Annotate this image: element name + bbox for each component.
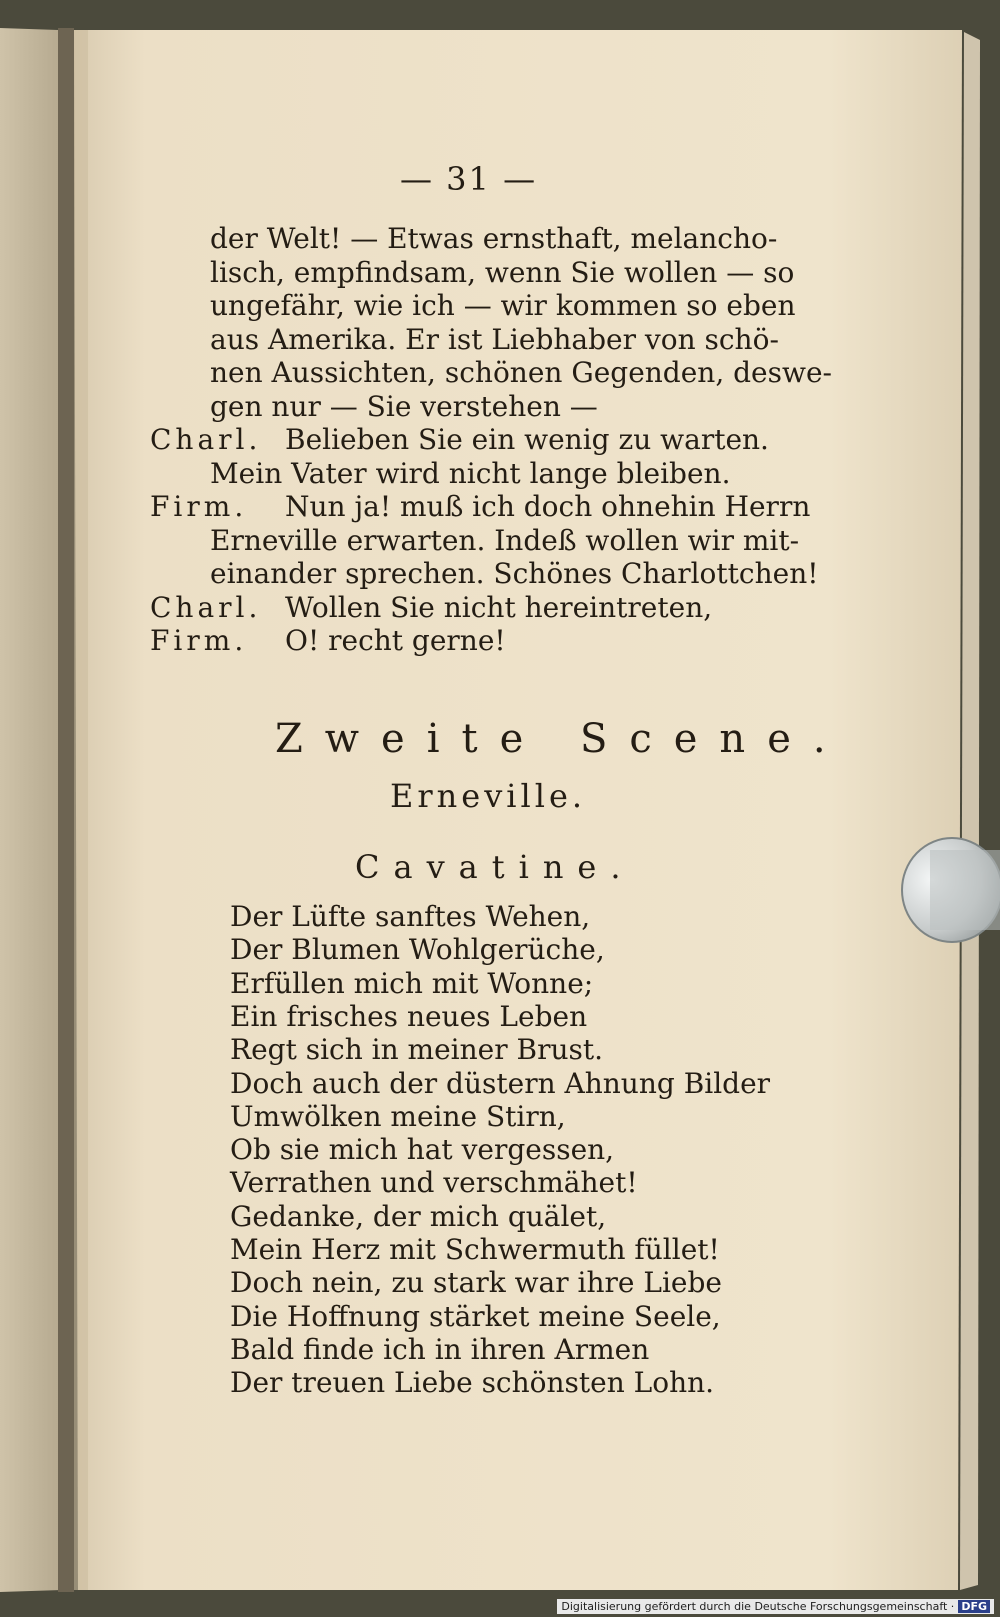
verse-line: Der Lüfte sanftes Wehen,	[230, 900, 591, 933]
verse-line: Der treuen Liebe schönsten Lohn.	[230, 1366, 715, 1400]
dialogue-line: O! recht gerne!	[285, 624, 506, 657]
verse-line: Ein frisches neues Leben	[230, 999, 588, 1033]
dialogue-line: Erneville erwarten. Indeß wollen wir mit-	[210, 523, 800, 557]
footer-text: Digitalisierung gefördert durch die Deutsche Forschungsgemeinschaft ·	[561, 1600, 955, 1613]
dialogue-line: Mein Vater wird nicht lange bleiben.	[210, 456, 731, 490]
dialogue-line: gen nur — Sie verstehen —	[210, 389, 598, 423]
verse-line: Umwölken meine Stirn,	[230, 1099, 566, 1133]
verse-line: Doch nein, zu stark war ihre Liebe	[230, 1266, 722, 1300]
song-title: Cavatine.	[355, 848, 635, 886]
verse-line: Regt sich in meiner Brust.	[230, 1033, 604, 1067]
verse-line: Mein Herz mit Schwermuth füllet!	[230, 1233, 720, 1266]
speaker-label: Charl.	[150, 423, 262, 456]
speaker-label: Firm.	[150, 490, 248, 523]
verse-line: Verrathen und verschmähet!	[230, 1166, 638, 1200]
character-name: Erneville.	[390, 777, 587, 815]
dialogue-line: Belieben Sie ein wenig zu warten.	[285, 423, 769, 456]
dfg-logo: DFG	[958, 1600, 990, 1613]
page-number: — 31 —	[400, 160, 538, 198]
dialogue-line: der Welt! — Etwas ernsthaft, melancho-	[210, 222, 778, 255]
verse-line: Doch auch der düstern Ahnung Bilder	[230, 1066, 771, 1100]
page-clip	[902, 838, 1000, 942]
verse-line: Ob sie mich hat vergessen,	[230, 1133, 615, 1167]
verse-line: Der Blumen Wohlgerüche,	[230, 933, 605, 967]
speaker-label: Charl.	[150, 590, 262, 624]
dialogue-line: nen Aussichten, schönen Gegenden, deswe-	[210, 356, 832, 389]
scene-title: Zweite Scene.	[275, 716, 848, 762]
dialogue-line: aus Amerika. Er ist Liebhaber von schö-	[210, 322, 779, 356]
verse-line: Erfüllen mich mit Wonne;	[230, 966, 594, 1000]
digitization-footer	[557, 1599, 994, 1614]
verse-line: Gedanke, der mich quälet,	[230, 1199, 607, 1233]
dialogue-line: lisch, empfindsam, wenn Sie wollen — so	[210, 255, 795, 289]
verse-line: Die Hoffnung stärket meine Seele,	[230, 1299, 721, 1333]
dialogue-line: einander sprechen. Schönes Charlottchen!	[210, 557, 819, 590]
dialogue-line: ungefähr, wie ich — wir kommen so eben	[210, 289, 796, 322]
left-page-edge	[0, 28, 62, 1592]
dialogue-line: Wollen Sie nicht hereintreten,	[285, 590, 713, 624]
dialogue-line: Nun ja! muß ich doch ohnehin Herrn	[285, 490, 811, 523]
verse-line: Bald finde ich in ihren Armen	[230, 1332, 650, 1366]
speaker-label: Firm.	[150, 624, 248, 657]
